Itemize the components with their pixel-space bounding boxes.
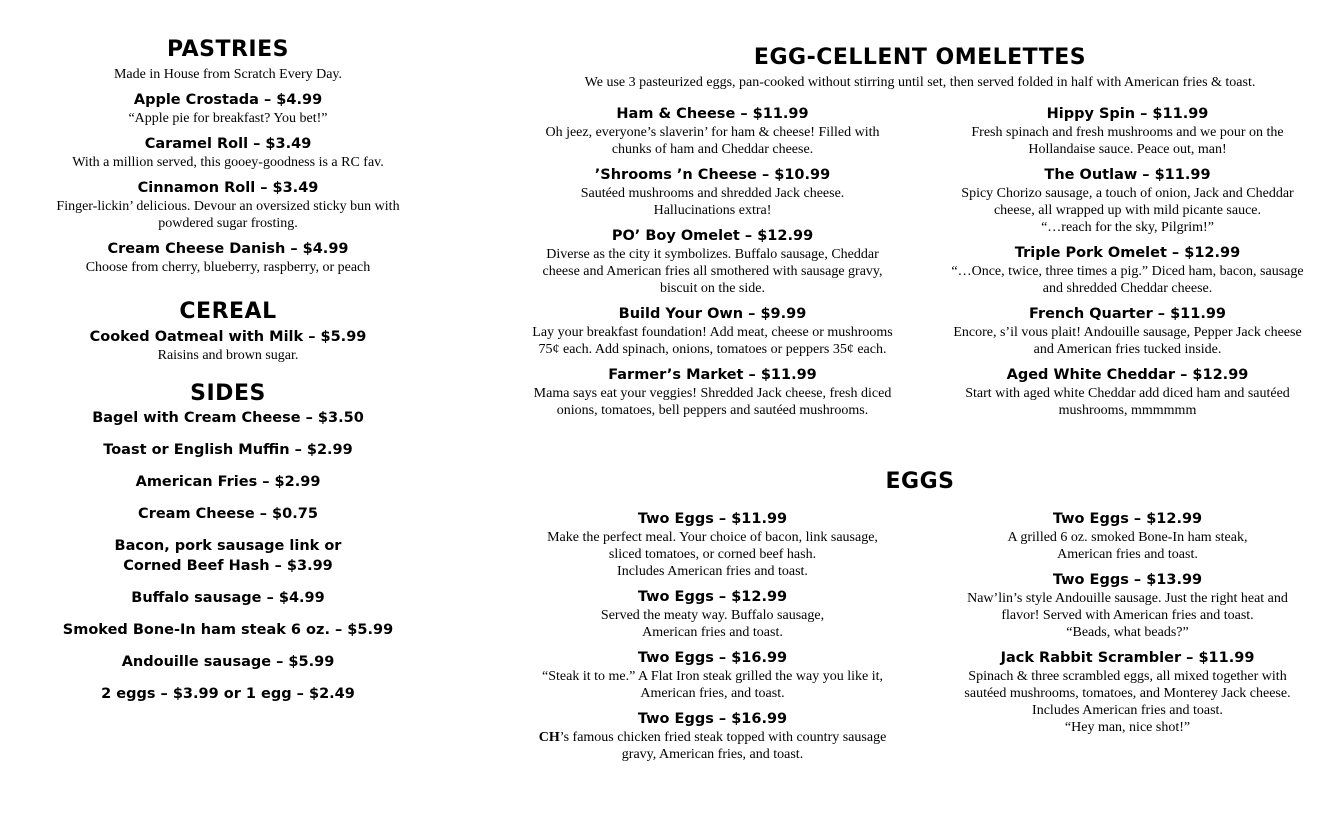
menu-item bbox=[40, 135, 416, 171]
item-title: PO’ Boy Omelet – $12.99 bbox=[611, 228, 814, 244]
item-desc: With a million served, this gooey-goodness is a RC fav. bbox=[72, 155, 384, 170]
item-title: Farmer’s Market – $11.99 bbox=[608, 367, 817, 383]
item-desc: Start with aged white Cheddar add diced ham and sautéed mushrooms, mmmmmm bbox=[965, 386, 1290, 418]
item-title: Aged White Cheddar – $12.99 bbox=[1006, 367, 1249, 383]
menu-item bbox=[520, 105, 905, 158]
item-title: Two Eggs – $13.99 bbox=[1052, 572, 1203, 588]
menu-item bbox=[520, 166, 905, 219]
menu-item bbox=[935, 649, 1320, 736]
item-desc: Finger-lickin’ delicious. Devour an oversized sticky bun with powdered sugar frosting. bbox=[56, 199, 400, 231]
side-item: Bagel with Cream Cheese – $3.50 bbox=[92, 410, 364, 426]
menu-item bbox=[520, 305, 905, 358]
menu-item bbox=[520, 227, 905, 297]
menu-item bbox=[935, 366, 1320, 419]
eggs-section bbox=[520, 468, 1320, 763]
menu-item bbox=[40, 240, 416, 276]
item-desc: Mama says eat your veggies! Shredded Jack cheese, fresh diced onions, tomatoes, bell peppers and sautéed mushrooms. bbox=[533, 386, 892, 418]
item-title: Cooked Oatmeal with Milk – $5.99 bbox=[89, 329, 367, 345]
menu-item bbox=[935, 244, 1320, 297]
menu-item bbox=[935, 571, 1320, 641]
item-title: Hippy Spin – $11.99 bbox=[1046, 106, 1209, 122]
omelettes-subtitle: We use 3 pasteurized eggs, pan-cooked without stirring until set, then served folded in half with American fries & toast. bbox=[584, 75, 1256, 90]
item-title: Two Eggs – $12.99 bbox=[1052, 511, 1203, 527]
item-title: ’Shrooms ’n Cheese – $10.99 bbox=[594, 167, 831, 183]
menu-item bbox=[520, 510, 905, 580]
menu-item bbox=[40, 328, 416, 364]
item-desc: Naw’lin’s style Andouille sausage. Just the right heat and flavor! Served with American fries and toast. “Beads, what beads?” bbox=[967, 591, 1288, 640]
menu-item bbox=[40, 179, 416, 232]
item-title: French Quarter – $11.99 bbox=[1028, 306, 1227, 322]
omelettes-title: EGG-CELLENT OMELETTES bbox=[753, 45, 1087, 70]
item-title: Build Your Own – $9.99 bbox=[618, 306, 807, 322]
side-item: 2 eggs – $3.99 or 1 egg – $2.49 bbox=[101, 686, 355, 702]
eggs-title: EGGS bbox=[885, 469, 955, 494]
item-title: Two Eggs – $16.99 bbox=[637, 711, 788, 727]
side-item: Buffalo sausage – $4.99 bbox=[131, 590, 325, 606]
menu-item bbox=[935, 305, 1320, 358]
menu-item bbox=[935, 166, 1320, 236]
left-column bbox=[40, 36, 416, 704]
ch-bold: CH bbox=[538, 730, 560, 745]
item-title: Two Eggs – $11.99 bbox=[637, 511, 788, 527]
item-desc: Served the meaty way. Buffalo sausage, American fries and toast. bbox=[600, 608, 825, 640]
omelettes-section bbox=[520, 44, 1320, 419]
side-item: Cream Cheese – $0.75 bbox=[138, 506, 318, 522]
item-desc: “…Once, twice, three times a pig.” Diced ham, bacon, sausage and shredded Cheddar cheese. bbox=[951, 264, 1304, 296]
item-title: Cream Cheese Danish – $4.99 bbox=[107, 241, 349, 257]
menu-item bbox=[520, 710, 905, 763]
item-desc: “Steak it to me.” A Flat Iron steak grilled the way you like it, American fries, and toast. bbox=[542, 669, 883, 701]
item-desc: Choose from cherry, blueberry, raspberry, or peach bbox=[85, 260, 371, 275]
item-desc: Diverse as the city it symbolizes. Buffalo sausage, Cheddar cheese and American fries all smothered with sausage gravy, biscuit on the side. bbox=[542, 247, 883, 296]
item-desc: “Apple pie for breakfast? You bet!” bbox=[128, 111, 328, 126]
omelettes-left-column bbox=[520, 97, 905, 419]
item-desc: Fresh spinach and fresh mushrooms and we pour on the Hollandaise sauce. Peace out, man! bbox=[971, 125, 1284, 157]
side-item: Andouille sausage – $5.99 bbox=[121, 654, 335, 670]
side-item: Bacon, pork sausage link or Corned Beef Hash – $3.99 bbox=[114, 538, 342, 574]
item-desc: Oh jeez, everyone’s slaverin’ for ham & cheese! Filled with chunks of ham and Cheddar cheese. bbox=[545, 125, 880, 157]
side-item: Smoked Bone-In ham steak 6 oz. – $5.99 bbox=[62, 622, 394, 638]
sides-title: SIDES bbox=[190, 381, 266, 406]
item-title: Jack Rabbit Scrambler – $11.99 bbox=[1000, 650, 1255, 666]
menu-item bbox=[40, 91, 416, 127]
item-desc: Sautéed mushrooms and shredded Jack cheese. Hallucinations extra! bbox=[580, 186, 845, 218]
item-title: Caramel Roll – $3.49 bbox=[144, 136, 312, 152]
item-title: Two Eggs – $16.99 bbox=[637, 650, 788, 666]
menu-item bbox=[520, 366, 905, 419]
item-title: Cinnamon Roll – $3.49 bbox=[137, 180, 319, 196]
item-desc: Spinach & three scrambled eggs, all mixed together with sautéed mushrooms, tomatoes, and Monterey Jack cheese. Includes American fries and toast. “Hey man, nice shot!” bbox=[964, 669, 1291, 735]
cereal-title: CEREAL bbox=[179, 299, 277, 324]
item-title: Ham & Cheese – $11.99 bbox=[616, 106, 809, 122]
item-desc: A grilled 6 oz. smoked Bone-In ham steak, American fries and toast. bbox=[1007, 530, 1248, 562]
pastries-title: PASTRIES bbox=[167, 37, 289, 62]
menu-item bbox=[520, 649, 905, 702]
item-desc: Spicy Chorizo sausage, a touch of onion, Jack and Cheddar cheese, all wrapped up with mild picante sauce. “…reach for the sky, Pilgrim!” bbox=[961, 186, 1294, 235]
item-desc: Make the perfect meal. Your choice of bacon, link sausage, sliced tomatoes, or corned beef hash. Includes American fries and toast. bbox=[547, 530, 878, 579]
menu-item bbox=[935, 105, 1320, 158]
item-title: Two Eggs – $12.99 bbox=[637, 589, 788, 605]
item-desc bbox=[520, 729, 905, 763]
pastries-subtitle: Made in House from Scratch Every Day. bbox=[113, 67, 343, 82]
item-desc: Encore, s’il vous plait! Andouille sausage, Pepper Jack cheese and American fries tucked inside. bbox=[953, 325, 1302, 357]
menu-item bbox=[520, 588, 905, 641]
menu-item bbox=[935, 510, 1320, 563]
eggs-right-column bbox=[935, 502, 1320, 763]
item-title: The Outlaw – $11.99 bbox=[1044, 167, 1211, 183]
item-desc: Raisins and brown sugar. bbox=[157, 348, 299, 363]
eggs-left-column bbox=[520, 502, 905, 763]
side-item: Toast or English Muffin – $2.99 bbox=[103, 442, 353, 458]
omelettes-right-column bbox=[935, 97, 1320, 419]
side-item: American Fries – $2.99 bbox=[135, 474, 321, 490]
item-title: Apple Crostada – $4.99 bbox=[133, 92, 323, 108]
item-desc-text: ’s famous chicken fried steak topped with country sausage gravy, American fries, and toast. bbox=[559, 730, 887, 762]
item-title: Triple Pork Omelet – $12.99 bbox=[1014, 245, 1241, 261]
item-desc: Lay your breakfast foundation! Add meat, cheese or mushrooms 75¢ each. Add spinach, onions, tomatoes or peppers 35¢ each. bbox=[532, 325, 893, 357]
